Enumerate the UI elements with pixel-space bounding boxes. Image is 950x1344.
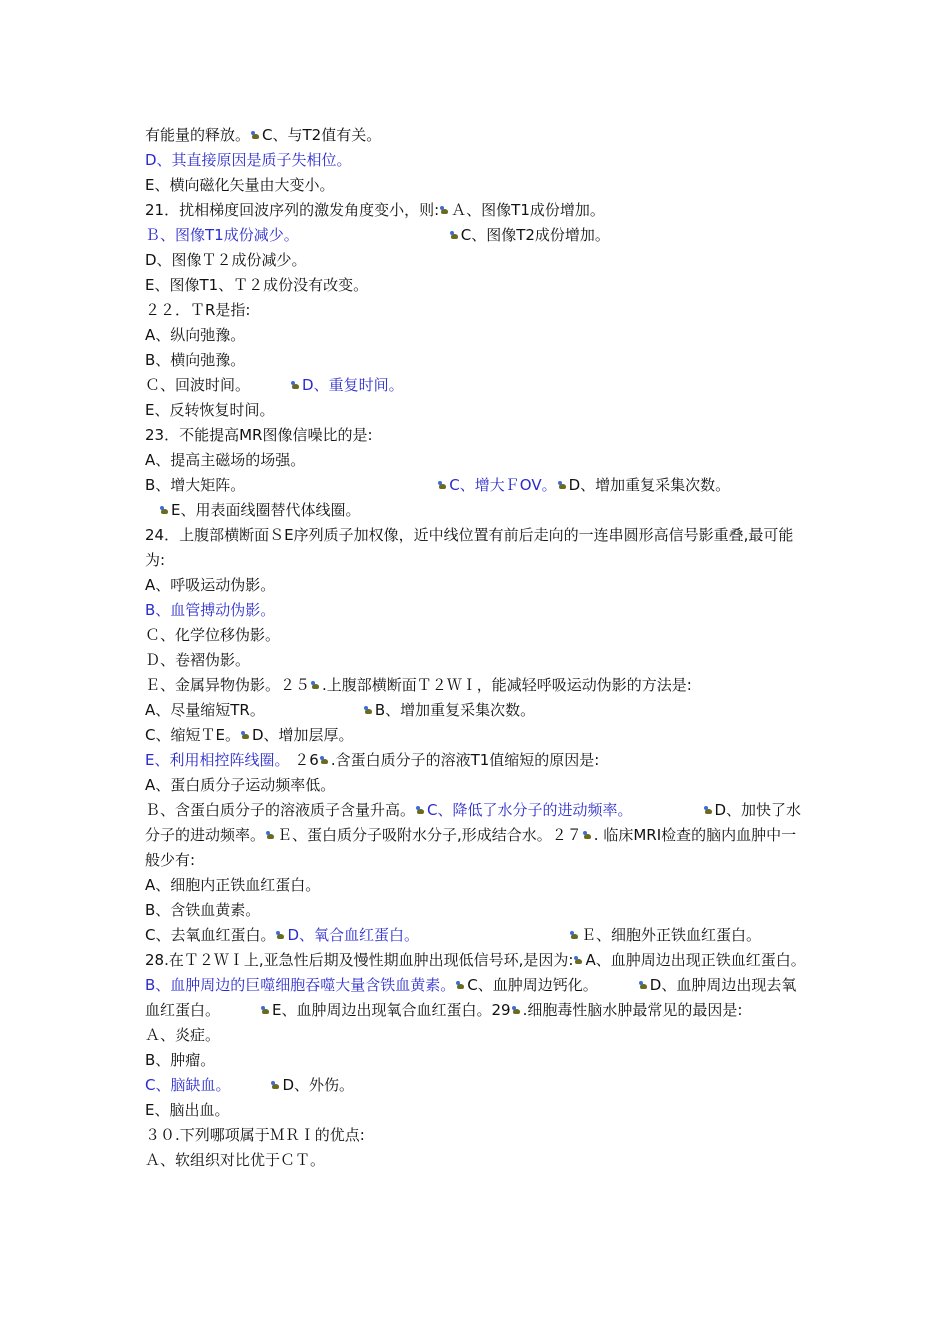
anchor-marker-icon [261, 1005, 271, 1016]
question-25: Ｅ、金属异物伪影。２５ .上腹部横断面Ｔ２ＷＩ，能减轻呼吸运动伪影的方法是: [145, 676, 692, 694]
text-line: A、提高主磁场的场强。 [145, 451, 306, 469]
question-24: 24．上腹部横断面ＳE序列质子加权像，近中线位置有前后走向的一连串圆形高信号影重叠,最可能为: [145, 526, 794, 569]
anchor-marker-icon [450, 230, 460, 241]
text-line: E、脑出血。 [145, 1101, 230, 1119]
anchor-marker-icon [570, 930, 580, 941]
text-line: E、用表面线圈替代体线圈。 [145, 498, 810, 523]
anchor-marker-icon [276, 930, 286, 941]
anchor-marker-icon [574, 955, 584, 966]
text-line: Ａ、炎症。 [145, 1026, 221, 1044]
anchor-marker-icon [364, 705, 374, 716]
text-line: Ｄ、卷褶伪影。 [145, 651, 251, 669]
question-21: 21．扰相梯度回波序列的激发角度变小，则: Ａ、图像T1成份增加。 [145, 201, 605, 219]
question-28: 28.在Ｔ２ＷＩ上,亚急性后期及慢性期血肿出现低信号环,是因为: A、血肿周边出现正铁血红蛋白。 [145, 951, 806, 969]
text-line: B、肿瘤。 [145, 1051, 216, 1069]
text-line: 有能量的释放。 C、与T2值有关。 [145, 126, 382, 144]
anchor-marker-icon [311, 680, 321, 691]
anchor-marker-icon [291, 380, 301, 391]
anchor-marker-icon [320, 755, 330, 766]
anchor-marker-icon [704, 805, 714, 816]
document-body [145, 123, 810, 1173]
anchor-marker-icon [241, 730, 251, 741]
text-line: A、尽量缩短TR。 B、增加重复采集次数。 [145, 701, 536, 719]
text-line: Ａ、软组织对比优于ＣＴ。 [145, 1151, 326, 1169]
text-line: Ｃ、化学位移伪影。 [145, 626, 281, 644]
text-line: E、图像T1、Ｔ２成份没有改变。 [145, 276, 369, 294]
anchor-marker-icon [440, 205, 450, 216]
anchor-marker-icon [266, 830, 276, 841]
text-line: A、细胞内正铁血红蛋白。 [145, 876, 321, 894]
anchor-marker-icon [416, 805, 426, 816]
text-line: Ｃ、回波时间。 D、重复时间。 [145, 376, 404, 394]
text-line: B、增大矩阵。 C、增大ＦOV。 D、增加重复采集次数。 [145, 476, 731, 494]
question-27: Ｂ、含蛋白质分子的溶液质子含量升高。 C、降低了水分子的进动频率。 D、加快了水分子的进动频率。 Ｅ、蛋白质分子吸附水分子,形成结合水。２７ . 临床MRI检查的脑内血肿中一般少有: [145, 801, 802, 869]
anchor-marker-icon [271, 1080, 281, 1091]
question-22: ２２．ＴR是指: [145, 301, 251, 319]
text-line: A、呼吸运动伪影。 [145, 576, 276, 594]
text-line: C、去氧血红蛋白。 D、氧合血红蛋白。 Ｅ、细胞外正铁血红蛋白。 [145, 926, 762, 944]
text-line: B、含铁血黄素。 [145, 901, 261, 919]
text-line: E、反转恢复时间。 [145, 401, 275, 419]
text-line: C、缩短ＴE。 D、增加层厚。 [145, 726, 354, 744]
text-line: E、横向磁化矢量由大变小。 [145, 176, 335, 194]
question-30: ３０.下列哪项属于ＭＲＩ的优点: [145, 1126, 365, 1144]
text-line: A、纵向弛豫。 [145, 326, 246, 344]
question-23: 23．不能提高MR图像信噪比的是: [145, 426, 373, 444]
anchor-marker-icon [251, 130, 261, 141]
text-line: Ｂ、图像T1成份减少。 C、图像T2成份增加。 [145, 226, 610, 244]
text-line: B、横向弛豫。 [145, 351, 246, 369]
anchor-marker-icon [160, 505, 170, 516]
question-29: B、血肿周边的巨噬细胞吞噬大量含铁血黄素。 C、血肿周边钙化。 D、血肿周边出现去氧血红蛋白。 E、血肿周边出现氧合血红蛋白。29 .细胞毒性脑水肿最常见的最因是: [145, 976, 797, 1019]
text-line: A、蛋白质分子运动频率低。 [145, 776, 336, 794]
answer-line: D、其直接原因是质子失相位。 [145, 151, 352, 169]
text-line: D、图像Ｔ２成份减少。 [145, 251, 307, 269]
text-line: C、脑缺血。 D、外伤。 [145, 1076, 355, 1094]
anchor-marker-icon [558, 480, 568, 491]
anchor-marker-icon [456, 980, 466, 991]
anchor-marker-icon [438, 480, 448, 491]
anchor-marker-icon [583, 830, 593, 841]
question-26: E、利用相控阵线圈。 ２6 .含蛋白质分子的溶液T1值缩短的原因是: [145, 751, 600, 769]
anchor-marker-icon [639, 980, 649, 991]
anchor-marker-icon [512, 1005, 522, 1016]
answer-line: B、血管搏动伪影。 [145, 601, 276, 619]
